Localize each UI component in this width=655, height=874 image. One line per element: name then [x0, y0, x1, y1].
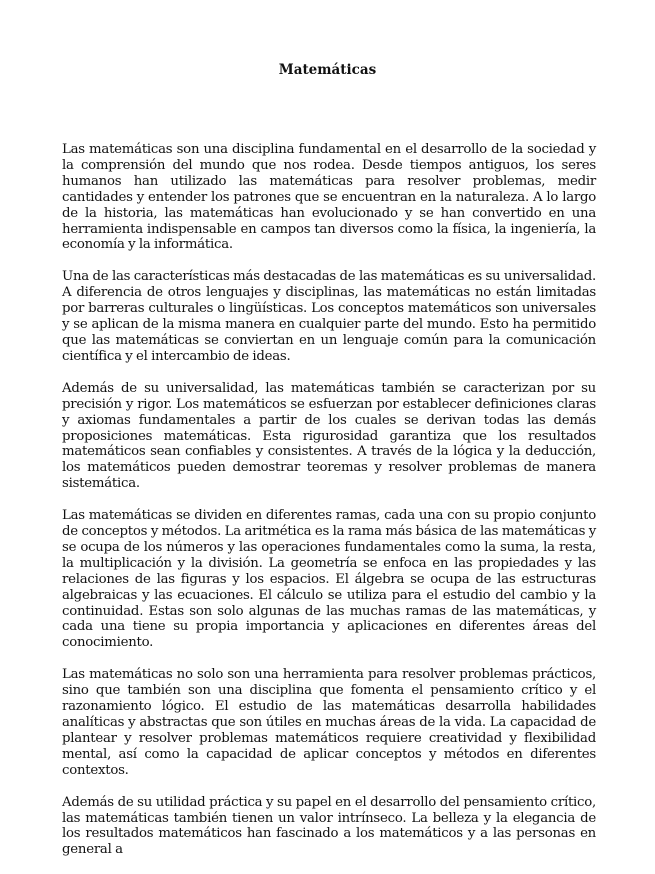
paragraph-2: Una de las características más destacadas de las matemáticas es su universalidad. A diferencia de otros lenguajes y disciplinas, las matemáticas no están limitadas por barreras culturales o lingüísticas. Los conceptos matemáticos son universales y se aplican de la misma manera en cualquier parte del mundo. Esto ha permitido que las matemáticas se conviertan en un lenguaje común para la comunicación científica y el intercambio de ideas.	[62, 269, 596, 364]
paragraph-6: Además de su utilidad práctica y su papel en el desarrollo del pensamiento crítico, las matemáticas también tienen un valor intrínseco. La belleza y la elegancia de los resultados matemáticos han fascinado a los matemáticos y a las personas en general a	[62, 794, 596, 858]
paragraph-3: Además de su universalidad, las matemáticas también se caracterizan por su precisión y rigor. Los matemáticos se esfuerzan por establecer definiciones claras y axiomas fundamentales a partir de los cuales se derivan todas las demás proposiciones matemáticas. Esta rigurosidad garantiza que los resultados matemáticos sean confiables y consistentes. A través de la lógica y la deducción, los matemáticos pueden demostrar teoremas y resolver problemas de manera sistemática.	[62, 380, 596, 492]
document-title: Matemáticas	[278, 62, 377, 78]
paragraph-1: Las matemáticas son una disciplina fundamental en el desarrollo de la sociedad y la comprensión del mundo que nos rodea. Desde tiempos antiguos, los seres humanos han utilizado las matemáticas para resolver problemas, medir cantidades y entender los patrones que se encuentran en la naturaleza. A lo largo de la historia, las matemáticas han evolucionado y se han convertido en una herramienta indispensable en campos tan diversos como la física, la ingeniería, la economía y la informática.	[62, 142, 596, 253]
document-body	[62, 142, 596, 874]
paragraph-4: Las matemáticas se dividen en diferentes ramas, cada una con su propio conjunto de conceptos y métodos. La aritmética es la rama más básica de las matemáticas y se ocupa de los números y las operaciones fundamentales como la suma, la resta, la multiplicación y la división. La geometría se enfoca en las propiedades y las relaciones de las figuras y los espacios. El álgebra se ocupa de las estructuras algebraicas y las ecuaciones. El cálculo se utiliza para el estudio del cambio y la continuidad. Estas son solo algunas de las muchas ramas de las matemáticas, y cada una tiene su propia importancia y aplicaciones en diferentes áreas del conocimiento.	[62, 508, 596, 651]
paragraph-5: Las matemáticas no solo son una herramienta para resolver problemas prácticos, sino que también son una disciplina que fomenta el pensamiento crítico y el razonamiento lógico. El estudio de las matemáticas desarrolla habilidades analíticas y abstractas que son útiles en muchas áreas de la vida. La capacidad de plantear y resolver problemas matemáticos requiere creatividad y flexibilidad mental, así como la capacidad de aplicar conceptos y métodos en diferentes contextos.	[62, 667, 596, 778]
